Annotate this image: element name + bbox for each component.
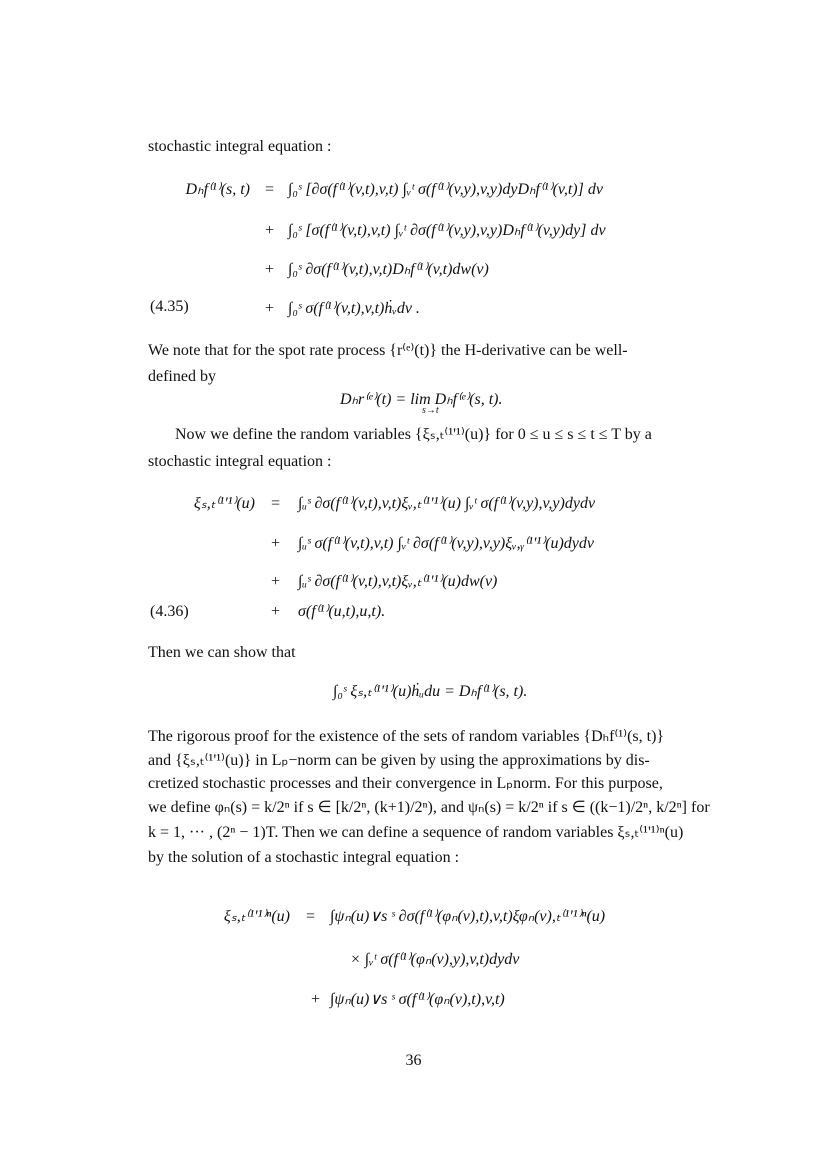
eqseq-line2: × ∫ᵥᵗ σ(f⁽¹⁾(φₙ(v),y),v,t)dydv — [350, 951, 520, 968]
para4-line5: k = 1, ··· , (2ⁿ − 1)T. Then we can define a sequence of random variables ξₛ,ₜ⁽¹'¹⁾ⁿ(u) — [148, 824, 684, 841]
para2-line1: Now we define the random variables {ξₛ,ₜ⁽¹'¹⁾(u)} for 0 ≤ u ≤ s ≤ t ≤ T by a — [175, 426, 652, 443]
para1-line2: defined by — [148, 368, 216, 385]
eq436-line3: ∫ᵤˢ ∂σ(f⁽¹⁾(v,t),v,t)ξᵥ,ₜ⁽¹'¹⁾(u)dw(v) — [298, 573, 498, 590]
eq436-lhs: ξₛ,ₜ⁽¹'¹⁾(u) — [193, 495, 255, 512]
eq436-line4: σ(f⁽¹⁾(u,t),u,t). — [298, 603, 386, 620]
para4-line2: and {ξₛ,ₜ⁽¹'¹⁾(u)} in Lₚ−norm can be given by using the approximations by dis- — [148, 752, 650, 769]
para4-line6: by the solution of a stochastic integral equation : — [148, 849, 460, 866]
para4-line3: cretized stochastic processes and their convergence in Lₚnorm. For this purpose, — [148, 775, 663, 792]
para1-line1: We note that for the spot rate process {r⁽ᵉ⁾(t)} the H-derivative can be well- — [148, 342, 628, 359]
eq-lim-subscript: s→t — [422, 405, 439, 416]
eq436-op2: + — [270, 535, 281, 552]
eqseq-lhs: ξₛ,ₜ⁽¹'¹⁾ⁿ(u) — [223, 908, 290, 925]
eq436-line2: ∫ᵤˢ σ(f⁽¹⁾(v,t),v,t) ∫ᵥᵗ ∂σ(f⁽¹⁾(v,y),v,y)ξᵥ,ᵧ⁽¹'¹⁾(u)dydv — [298, 535, 595, 552]
eq436-op4: + — [270, 603, 281, 620]
eq436-line1: ∫ᵤˢ ∂σ(f⁽¹⁾(v,t),v,t)ξᵥ,ₜ⁽¹'¹⁾(u) ∫ᵥᵗ σ(f⁽¹⁾(v,y),v,y)dydv — [298, 495, 596, 512]
eq-show: ∫₀ˢ ξₛ,ₜ⁽¹'¹⁾(u)ḣᵤdu = Dₕf⁽¹⁾(s, t). — [333, 683, 528, 700]
eq-lim: Dₕr⁽ᵉ⁾(t) = lim Dₕf⁽ᵉ⁾(s, t). — [340, 391, 503, 408]
eq435-op2: + — [264, 222, 275, 239]
eq435-op1: = — [264, 181, 275, 198]
eq435-op3: + — [264, 261, 275, 278]
para3-text: Then we can show that — [148, 644, 296, 661]
eq436-label: (4.36) — [150, 603, 189, 620]
eq435-op4: + — [264, 300, 275, 317]
para2-line2: stochastic integral equation : — [148, 453, 332, 470]
eqseq-op3: + — [310, 991, 321, 1008]
eq436-op1: = — [270, 495, 281, 512]
eq435-line3: ∫₀ˢ ∂σ(f⁽¹⁾(v,t),v,t)Dₕf⁽¹⁾(v,t)dw(v) — [288, 261, 489, 278]
intro-text: stochastic integral equation : — [148, 138, 332, 155]
eq435-line4: ∫₀ˢ σ(f⁽¹⁾(v,t),v,t)ḣᵥdv . — [288, 300, 420, 317]
eq436-op3: + — [270, 573, 281, 590]
eq435-line2: ∫₀ˢ [σ(f⁽¹⁾(v,t),v,t) ∫ᵥᵗ ∂σ(f⁽¹⁾(v,y),v,y)Dₕf⁽¹⁾(v,y)dy] dv — [288, 222, 606, 239]
eq435-label: (4.35) — [150, 298, 189, 315]
eqseq-op1: = — [305, 908, 316, 925]
eq435-line1: ∫₀ˢ [∂σ(f⁽¹⁾(v,t),v,t) ∫ᵥᵗ σ(f⁽¹⁾(v,y),v,y)dyDₕf⁽¹⁾(v,t)] dv — [288, 181, 603, 198]
eq435-lhs: Dₕf⁽¹⁾(s, t) — [185, 181, 250, 198]
eqseq-line3: ∫ψₙ(u)∨s ˢ σ(f⁽¹⁾(φₙ(v),t),v,t) — [330, 991, 505, 1008]
para4-line4: we define φₙ(s) = k/2ⁿ if s ∈ [k/2ⁿ, (k+1)/2ⁿ), and ψₙ(s) = k/2ⁿ if s ∈ ((k−1)/2ⁿ, k/2ⁿ] for — [148, 799, 710, 816]
page-number: 36 — [405, 1052, 422, 1069]
eqseq-line1: ∫ψₙ(u)∨s ˢ ∂σ(f⁽¹⁾(φₙ(v),t),v,t)ξφₙ(v),ₜ⁽¹'¹⁾ⁿ(u) — [330, 908, 606, 925]
para4-line1: The rigorous proof for the existence of the sets of random variables {Dₕf⁽¹⁾(s, t)} — [148, 728, 665, 745]
